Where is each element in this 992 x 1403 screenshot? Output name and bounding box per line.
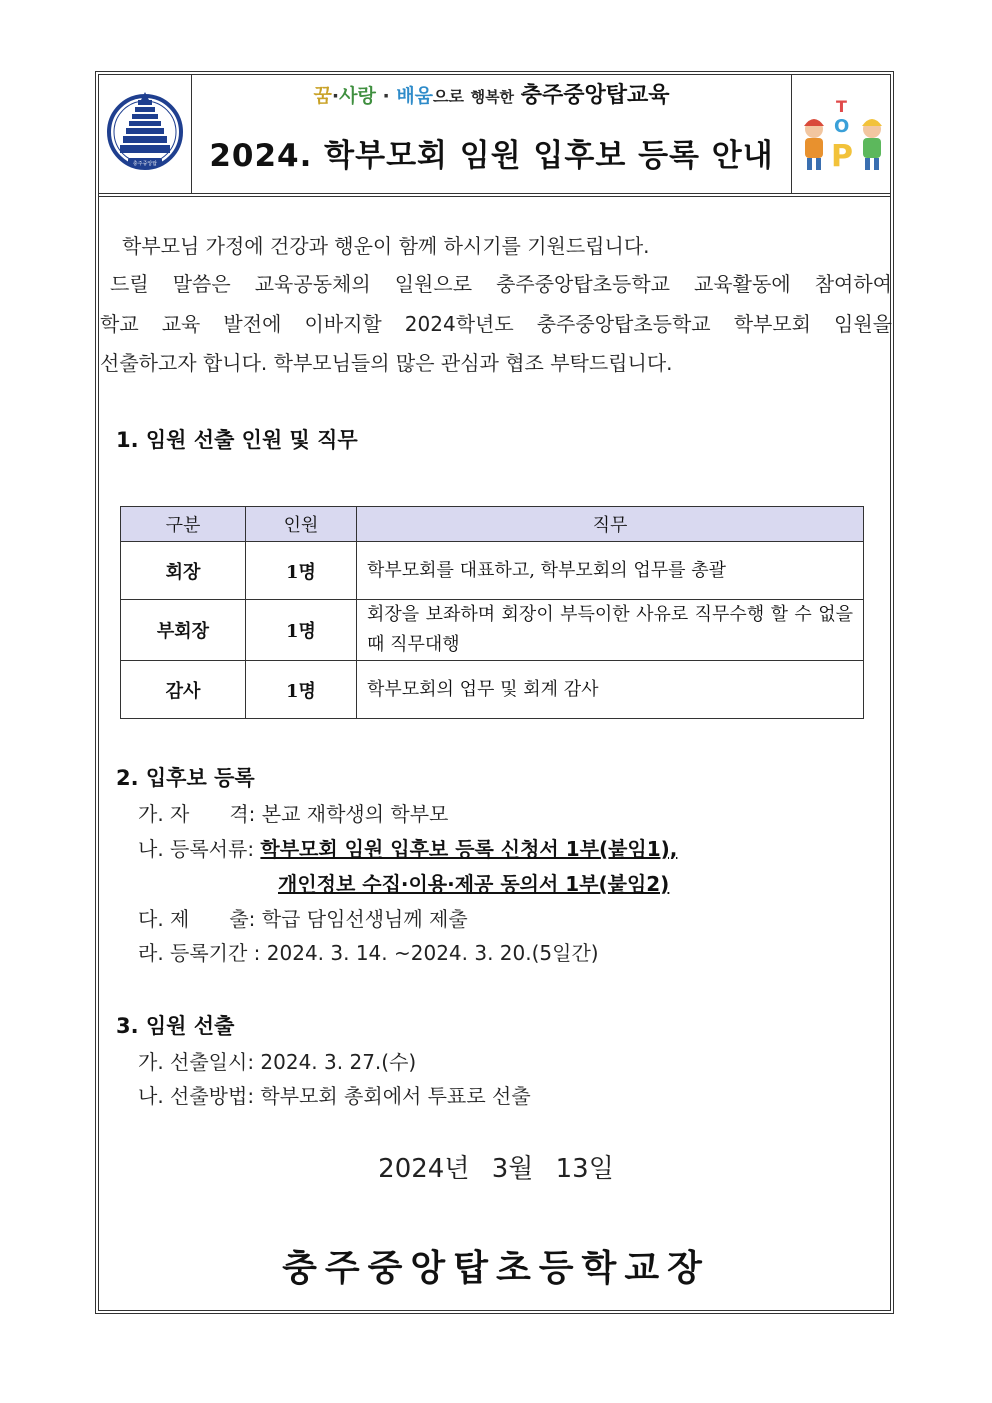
role-cell: 회장 <box>121 542 246 600</box>
duty-cell: 회장을 보좌하며 회장이 부득이한 사유로 직무수행 할 수 없을 때 직무대행 <box>357 600 864 661</box>
documents-item-2 <box>278 868 669 897</box>
count-cell: 1명 <box>246 600 357 661</box>
section2-heading: 2. 입후보 등록 <box>116 766 255 790</box>
table-header-row <box>121 507 864 542</box>
slogan-learning: 배움 <box>396 85 434 107</box>
intro-line-1: 학부모님 가정에 건강과 행운이 함께 하시기를 기원드립니다. <box>122 234 650 258</box>
slogan-education: 충주중앙탑교육 <box>520 83 670 108</box>
col-header-duty: 직무 <box>357 507 864 542</box>
roles-table <box>120 506 864 719</box>
section1-heading: 1. 임원 선출 인원 및 직무 <box>116 428 358 452</box>
page-title: 2024. 학부모회 임원 입후보 등록 안내 <box>209 138 774 174</box>
document-date: 2024년 3월 13일 <box>378 1154 614 1184</box>
school-principal: 충주중앙탑초등학교장 <box>282 1248 710 1289</box>
documents-value-1: 학부모회 임원 입후보 등록 신청서 1부(붙임1), <box>260 837 678 861</box>
header <box>98 74 891 194</box>
qualification-item: 가. 자 격: 본교 재학생의 학부모 <box>138 802 449 826</box>
count-cell: 1명 <box>246 542 357 600</box>
svg-text:P: P <box>831 139 853 174</box>
documents-item: 나. 등록서류: 학부모회 임원 입후보 등록 신청서 1부(붙임1), <box>138 837 678 861</box>
slogan-dream: 꿈 <box>313 85 332 107</box>
documents-value-2: 개인정보 수집·이용·제공 동의서 1부(붙임2) <box>278 872 670 896</box>
intro-line-2: 드릴 말씀은 교육공동체의 일원으로 충주중앙탑초등학교 교육활동에 참여하여 <box>110 272 892 296</box>
section3-heading: 3. 임원 선출 <box>116 1014 235 1038</box>
submission-item: 다. 제 출: 학급 담임선생님께 제출 <box>138 907 468 931</box>
col-header-count: 인원 <box>246 507 357 542</box>
election-method-item: 나. 선출방법: 학부모회 총회에서 투표로 선출 <box>138 1084 531 1108</box>
top-mascot-logo <box>791 74 891 194</box>
school-logo <box>98 74 192 194</box>
table-row <box>121 661 864 719</box>
election-date-item: 가. 선출일시: 2024. 3. 27.(수) <box>138 1050 417 1074</box>
slogan-love: 사랑 <box>339 85 376 107</box>
count-cell: 1명 <box>246 661 357 719</box>
role-cell: 감사 <box>121 661 246 719</box>
registration-period-item: 라. 등록기간 : 2024. 3. 14. ~2024. 3. 20.(5일간) <box>138 941 599 965</box>
intro-line-3: 학교 교육 발전에 이바지할 2024학년도 충주중앙탑초등학교 학부모회 임원을 <box>100 312 892 336</box>
role-cell: 부회장 <box>121 600 246 661</box>
intro-line-4: 선출하고자 합니다. 학부모님들의 많은 관심과 협조 부탁드립니다. <box>100 351 673 375</box>
svg-text:O: O <box>834 116 850 137</box>
table-row <box>121 600 864 661</box>
table-row <box>121 542 864 600</box>
slogan: 꿈·사랑 · 배움으로 행복한 충주중앙탑교육 <box>313 83 670 108</box>
duty-cell: 학부모회를 대표하고, 학부모회의 업무를 총괄 <box>357 542 864 600</box>
duty-cell: 학부모회의 업무 및 회계 감사 <box>357 661 864 719</box>
col-header-category: 구분 <box>121 507 246 542</box>
header-divider <box>98 196 891 197</box>
svg-text:T: T <box>836 97 847 116</box>
logo-caption: 충주중앙탑 <box>132 161 158 167</box>
